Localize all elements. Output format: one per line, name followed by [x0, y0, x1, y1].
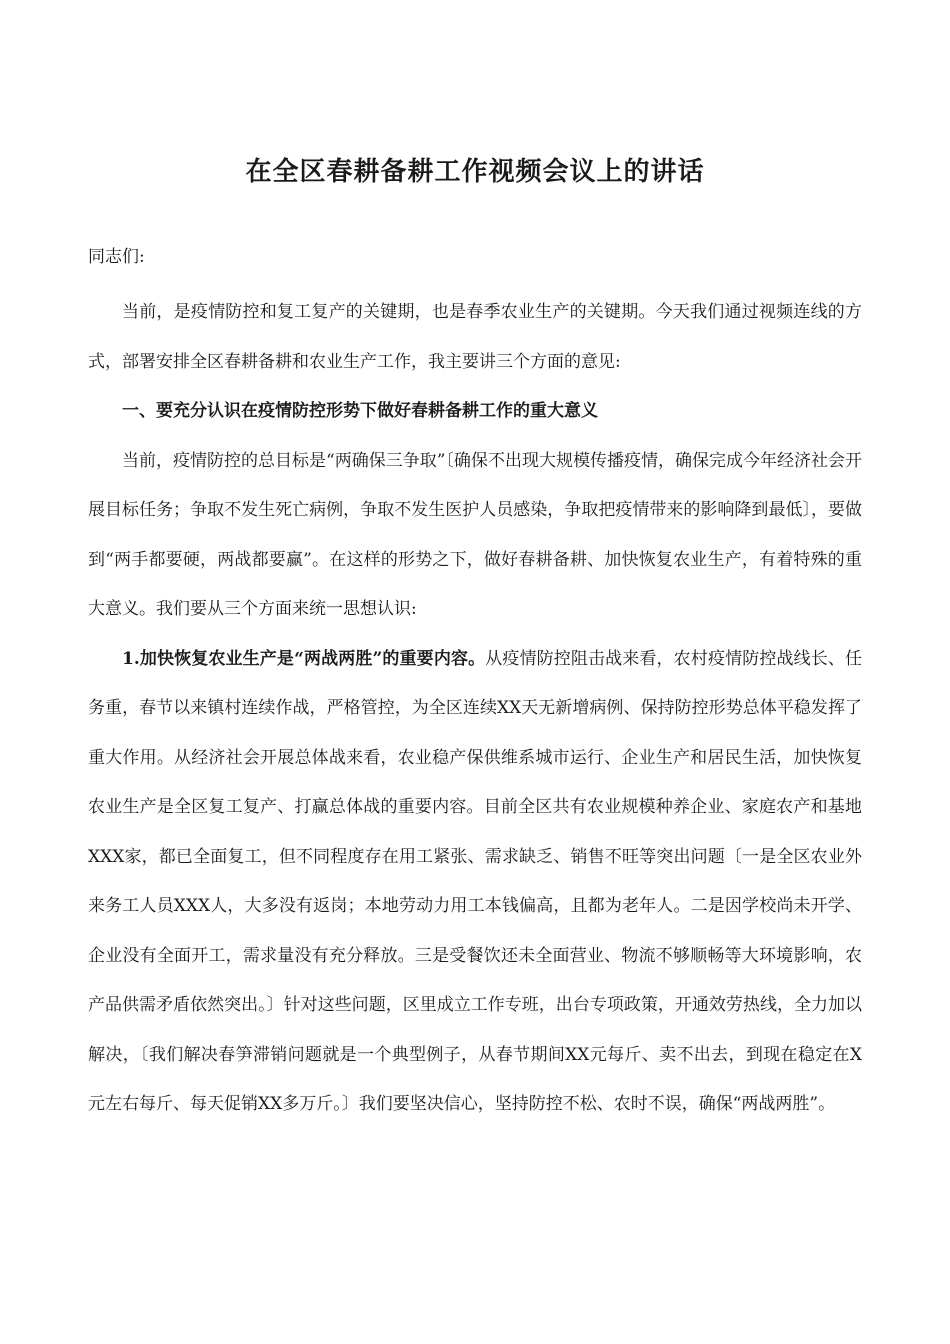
point-1-lead: 1.加快恢复农业生产是“两战两胜”的重要内容。 — [122, 648, 486, 669]
document-body — [88, 288, 862, 1130]
salutation: 同志们: — [88, 247, 145, 267]
section-heading-1: 一、要充分认识在疫情防控形势下做好春耕备耕工作的重大意义 — [122, 401, 598, 421]
point-1-body: 从疫情防控阻击战来看，农村疫情防控战线长、任务重，春节以来镇村连续作战，严格管控，为全区连续XX天无新增病例、保持防控形势总体平稳发挥了重大作用。从经济社会开展总体战来看，农业稳产保供维系城市运行、企业生产和居民生活，加快恢复农业生产是全区复工复产、打赢总体战的重要内容。目前全区共有农业规模种养企业、家庭农产和基地XXX家，都已全面复工，但不同程度存在用工紧张、需求缺乏、销售不旺等突出问题〔一是全区农业外来务工人员XXX人，大多没有返岗；本地劳动力用工本钱偏高，且都为老年人。二是因学校尚未开学、企业没有全面开工，需求量没有充分释放。三是受餐饮还未全面营业、物流不够顺畅等大环境影响，农产品供需矛盾依然突出。〕针对这些问题，区里成立工作专班，出台专项政策，开通效劳热线，全力加以解决，〔我们解决春笋滞销问题就是一个典型例子，从春节期间XX元每斤、卖不出去，到现在稳定在X元左右每斤、每天促销XX多万斤。〕我们要坚决信心，坚持防控不松、农时不误，确保“两战两胜”。 — [88, 648, 862, 1114]
section-1-paragraph: 当前，疫情防控的总目标是“两确保三争取”〔确保不出现大规模传播疫情，确保完成今年经济社会开展目标任务；争取不发生死亡病例，争取不发生医护人员感染，争取把疫情带来的影响降到最低〕，要做到“两手都要硬，两战都要赢”。在这样的形势之下，做好春耕备耕、加快恢复农业生产，有着特殊的重大意义。我们要从三个方面来统一思想认识: — [88, 450, 862, 619]
intro-paragraph: 当前，是疫情防控和复工复产的关键期，也是春季农业生产的关键期。今天我们通过视频连线的方式，部署安排全区春耕备耕和农业生产工作，我主要讲三个方面的意见: — [88, 302, 862, 372]
document-title: 在全区春耕备耕工作视频会议上的讲话 — [245, 157, 705, 187]
point-1-paragraph — [88, 635, 862, 1130]
